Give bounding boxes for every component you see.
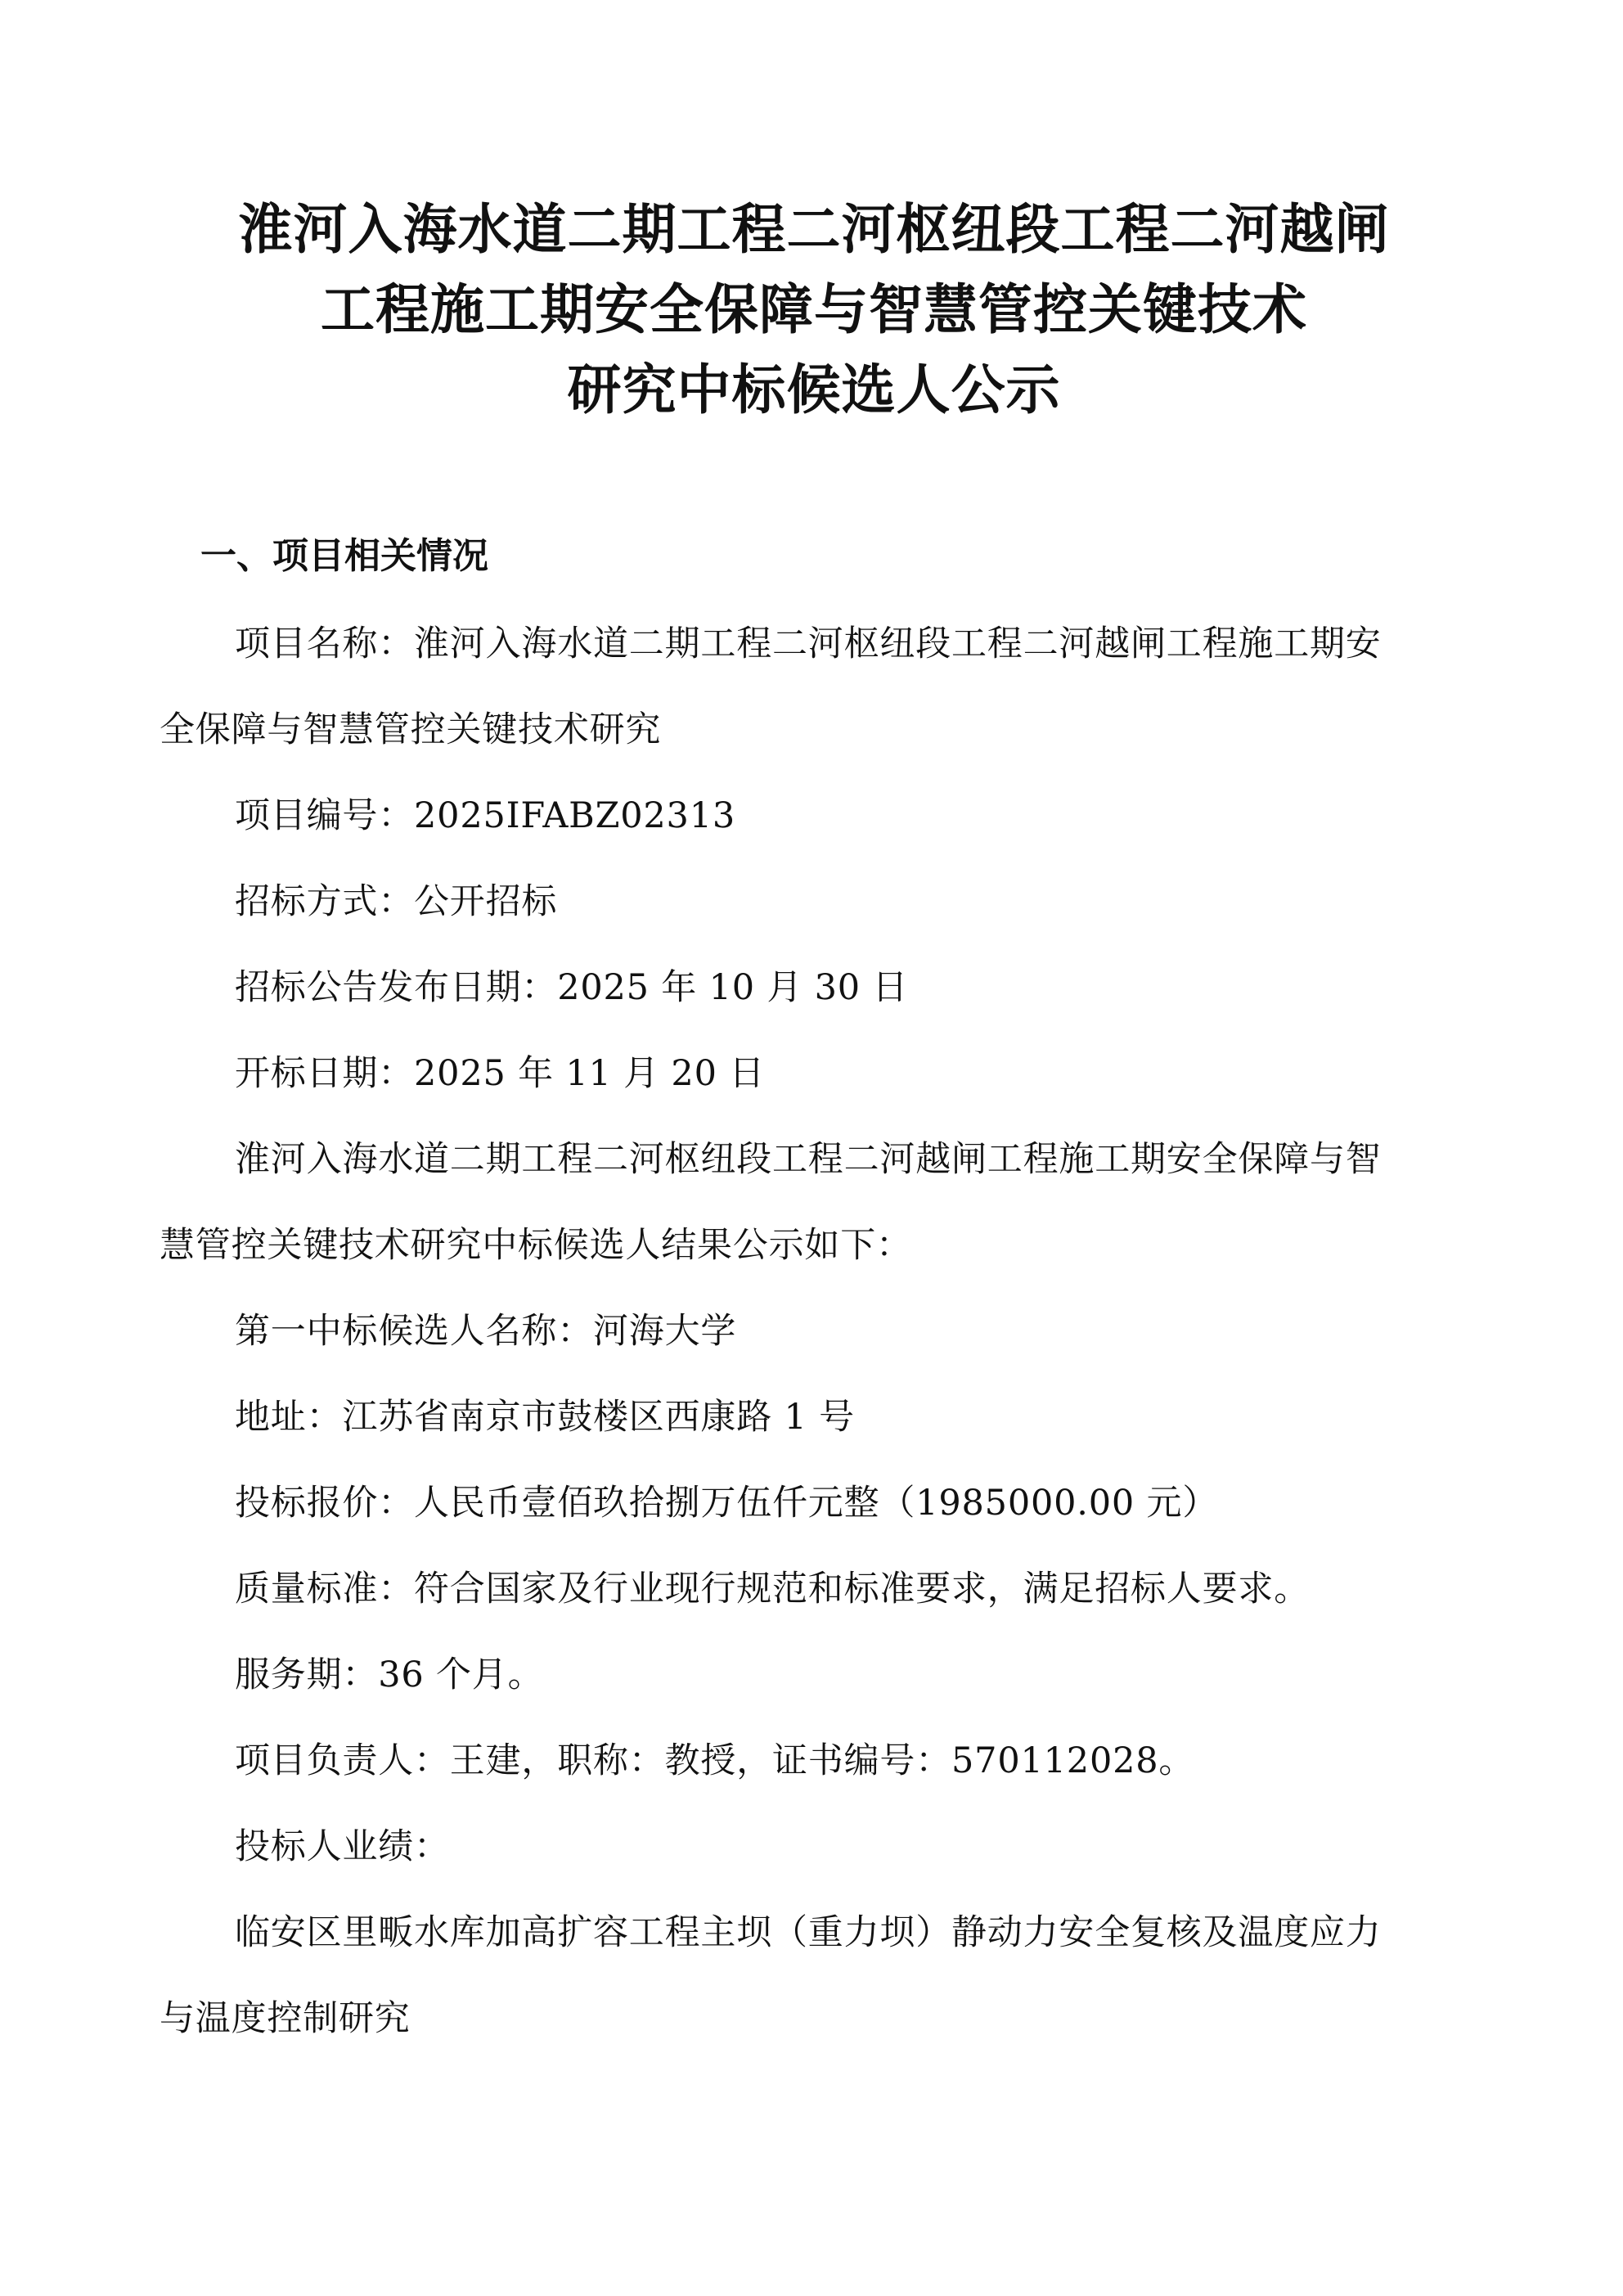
document-title — [123, 190, 1505, 430]
quality-standard: 质量标准：符合国家及行业现行规范和标准要求，满足招标人要求。 — [235, 1569, 1310, 1609]
performance-item-line-1: 临安区里畈水库加高扩容工程主坝（重力坝）静动力安全复核及温度应力 — [235, 1912, 1382, 1953]
bidder-performance-label: 投标人业绩： — [235, 1826, 450, 1867]
project-leader: 项目负责人：王建，职称：教授，证书编号：570112028。 — [235, 1740, 1195, 1781]
service-period: 服务期：36 个月。 — [235, 1654, 544, 1695]
project-name-line-2: 全保障与智慧管控关键技术研究 — [160, 709, 662, 750]
tender-method: 招标方式：公开招标 — [235, 881, 558, 922]
document-body — [160, 601, 1464, 2062]
candidate-address: 地址：江苏省南京市鼓楼区西康路 1 号 — [235, 1397, 855, 1438]
title-line-3: 研究中标候选人公示 — [567, 358, 1061, 421]
title-line-2: 工程施工期安全保障与智慧管控关键技术 — [321, 278, 1307, 341]
bid-opening-date: 开标日期：2025 年 11 月 20 日 — [235, 1053, 766, 1094]
project-number: 项目编号：2025IFABZ02313 — [235, 795, 736, 836]
announcement-date: 招标公告发布日期：2025 年 10 月 30 日 — [235, 967, 909, 1008]
project-name-line-1: 项目名称：淮河入海水道二期工程二河枢纽段工程二河越闸工程施工期安 — [235, 624, 1382, 664]
title-line-1: 淮河入海水道二期工程二河枢纽段工程二河越闸 — [238, 198, 1390, 261]
result-intro-line-2: 慧管控关键技术研究中标候选人结果公示如下： — [160, 1225, 912, 1266]
result-intro-line-1: 淮河入海水道二期工程二河枢纽段工程二河越闸工程施工期安全保障与智 — [235, 1139, 1382, 1180]
section-heading: 一、项目相关情况 — [200, 535, 488, 577]
performance-item-line-2: 与温度控制研究 — [160, 1998, 411, 2039]
first-candidate: 第一中标候选人名称：河海大学 — [235, 1311, 737, 1352]
bid-price: 投标报价：人民币壹佰玖拾捌万伍仟元整（1985000.00 元） — [235, 1483, 1219, 1524]
